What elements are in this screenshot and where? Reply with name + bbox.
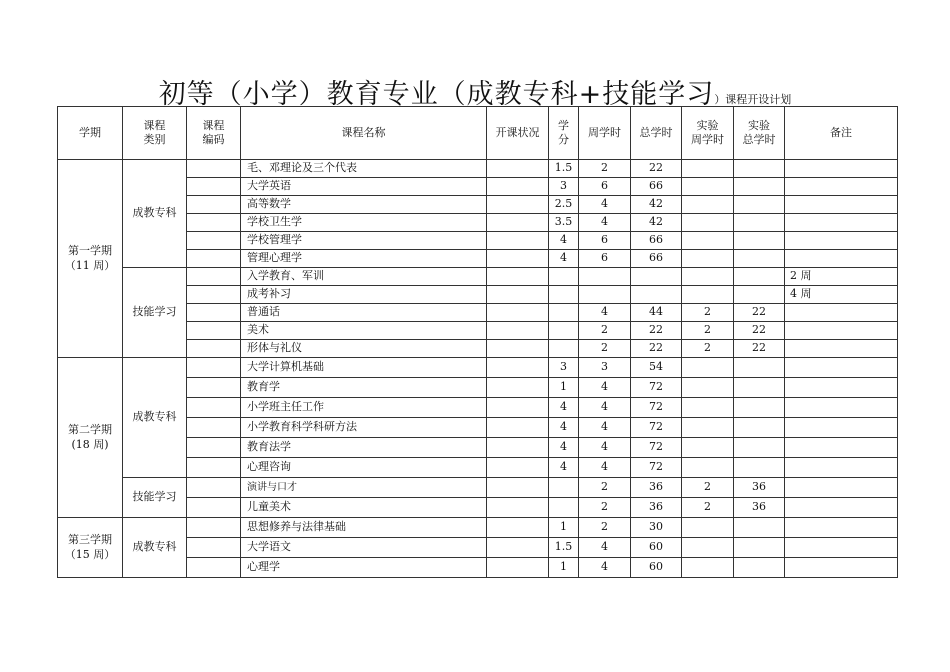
code-cell [187,268,241,286]
credit-cell: 1.5 [549,160,579,178]
lab-total-cell: 36 [734,478,785,498]
status-cell [487,358,549,378]
lab-total-cell [734,250,785,268]
remarks-cell [785,250,898,268]
total-hours-cell: 36 [631,478,682,498]
total-hours-cell: 60 [631,558,682,578]
course-plan-table [57,106,898,578]
code-cell [187,286,241,304]
lab-total-cell [734,268,785,286]
col-header-status: 开课状况 [487,107,549,160]
status-cell [487,214,549,232]
course-name-cell: 教育学 [241,378,487,398]
remarks-cell [785,558,898,578]
title-suffix: ）课程开设计划 [714,93,792,106]
lab-weekly-cell [682,458,734,478]
code-cell [187,304,241,322]
total-hours-cell: 72 [631,398,682,418]
lab-weekly-cell [682,358,734,378]
lab-total-cell [734,558,785,578]
lab-total-cell: 22 [734,304,785,322]
total-hours-cell: 72 [631,458,682,478]
category-cell: 成教专科 [123,160,187,268]
status-cell [487,286,549,304]
remarks-cell [785,498,898,518]
status-cell [487,378,549,398]
remarks-cell [785,232,898,250]
remarks-cell [785,398,898,418]
lab-total-cell [734,518,785,538]
credit-cell: 3 [549,178,579,196]
lab-total-cell [734,458,785,478]
credit-cell: 4 [549,250,579,268]
course-name-cell: 心理学 [241,558,487,578]
total-hours-cell: 54 [631,358,682,378]
status-cell [487,178,549,196]
total-hours-cell: 42 [631,214,682,232]
weekly-hours-cell: 2 [579,478,631,498]
lab-total-cell [734,196,785,214]
course-name-cell: 小学班主任工作 [241,398,487,418]
semester-cell: 第三学期 （15 周） [58,518,123,578]
total-hours-cell: 66 [631,232,682,250]
total-hours-cell: 66 [631,178,682,196]
code-cell [187,438,241,458]
category-cell: 成教专科 [123,358,187,478]
code-cell [187,160,241,178]
lab-weekly-cell [682,160,734,178]
lab-weekly-cell [682,196,734,214]
code-cell [187,214,241,232]
code-cell [187,358,241,378]
total-hours-cell: 44 [631,304,682,322]
col-header-course-name: 课程名称 [241,107,487,160]
lab-weekly-cell: 2 [682,498,734,518]
credit-cell: 1.5 [549,538,579,558]
col-header-remarks: 备注 [785,107,898,160]
course-name-cell: 教育法学 [241,438,487,458]
table-row [58,268,898,286]
col-header-lab-total: 实验 总学时 [734,107,785,160]
table-row [58,358,898,378]
total-hours-cell: 22 [631,322,682,340]
remarks-cell [785,518,898,538]
lab-total-cell [734,214,785,232]
code-cell [187,196,241,214]
total-hours-cell [631,268,682,286]
remarks-cell [785,358,898,378]
remarks-cell [785,378,898,398]
remarks-cell [785,214,898,232]
remarks-cell [785,418,898,438]
status-cell [487,304,549,322]
code-cell [187,418,241,438]
remarks-cell [785,304,898,322]
lab-total-cell [734,538,785,558]
total-hours-cell: 60 [631,538,682,558]
lab-total-cell: 36 [734,498,785,518]
total-hours-cell: 22 [631,340,682,358]
lab-weekly-cell [682,250,734,268]
course-name-cell: 小学教育科学科研方法 [241,418,487,438]
remarks-cell [785,438,898,458]
credit-cell: 1 [549,378,579,398]
course-name-cell: 入学教育、军训 [241,268,487,286]
credit-cell: 4 [549,458,579,478]
lab-weekly-cell [682,438,734,458]
credit-cell: 3 [549,358,579,378]
total-hours-cell: 72 [631,378,682,398]
weekly-hours-cell: 4 [579,538,631,558]
total-hours-cell: 66 [631,250,682,268]
credit-cell: 4 [549,418,579,438]
lab-weekly-cell [682,178,734,196]
status-cell [487,322,549,340]
code-cell [187,558,241,578]
lab-weekly-cell: 2 [682,304,734,322]
lab-weekly-cell [682,214,734,232]
lab-total-cell: 22 [734,340,785,358]
lab-total-cell [734,178,785,196]
col-header-credit: 学 分 [549,107,579,160]
lab-total-cell [734,378,785,398]
lab-total-cell [734,438,785,458]
course-name-cell: 儿童美术 [241,498,487,518]
weekly-hours-cell: 2 [579,498,631,518]
total-hours-cell: 72 [631,438,682,458]
status-cell [487,518,549,538]
code-cell [187,378,241,398]
total-hours-cell: 42 [631,196,682,214]
table-row [58,160,898,178]
semester-cell: 第二学期 (18 周) [58,358,123,518]
credit-cell [549,340,579,358]
category-cell: 技能学习 [123,478,187,518]
remarks-cell [785,178,898,196]
credit-cell [549,322,579,340]
status-cell [487,250,549,268]
weekly-hours-cell: 4 [579,214,631,232]
category-cell: 成教专科 [123,518,187,578]
status-cell [487,478,549,498]
weekly-hours-cell: 6 [579,232,631,250]
col-header-code: 课程 编码 [187,107,241,160]
remarks-cell [785,322,898,340]
code-cell [187,178,241,196]
col-header-lab-weekly: 实验 周学时 [682,107,734,160]
code-cell [187,340,241,358]
weekly-hours-cell: 2 [579,322,631,340]
remarks-cell [785,196,898,214]
status-cell [487,438,549,458]
lab-weekly-cell [682,538,734,558]
weekly-hours-cell [579,286,631,304]
status-cell [487,538,549,558]
credit-cell [549,286,579,304]
total-hours-cell: 72 [631,418,682,438]
col-header-weekly-hours: 周学时 [579,107,631,160]
col-header-total-hours: 总学时 [631,107,682,160]
credit-cell [549,478,579,498]
table-row [58,518,898,538]
weekly-hours-cell: 4 [579,196,631,214]
credit-cell: 2.5 [549,196,579,214]
code-cell [187,518,241,538]
course-name-cell: 普通话 [241,304,487,322]
lab-total-cell [734,160,785,178]
weekly-hours-cell: 2 [579,160,631,178]
weekly-hours-cell: 4 [579,458,631,478]
credit-cell [549,304,579,322]
status-cell [487,268,549,286]
course-name-cell: 毛、邓理论及三个代表 [241,160,487,178]
table-row [58,478,898,498]
credit-cell: 1 [549,518,579,538]
category-cell: 技能学习 [123,268,187,358]
credit-cell [549,268,579,286]
course-name-cell: 形体与礼仪 [241,340,487,358]
code-cell [187,250,241,268]
credit-cell [549,498,579,518]
header-row [58,107,898,160]
course-name-cell: 学校卫生学 [241,214,487,232]
code-cell [187,322,241,340]
lab-total-cell: 22 [734,322,785,340]
credit-cell: 4 [549,398,579,418]
lab-weekly-cell [682,286,734,304]
lab-weekly-cell: 2 [682,478,734,498]
course-name-cell: 大学计算机基础 [241,358,487,378]
code-cell [187,398,241,418]
title-main: 初等（小学）教育专业（成教专科+技能学习 [158,79,715,110]
lab-weekly-cell: 2 [682,322,734,340]
remarks-cell [785,160,898,178]
course-name-cell: 高等数学 [241,196,487,214]
lab-weekly-cell [682,558,734,578]
total-hours-cell: 22 [631,160,682,178]
lab-weekly-cell [682,418,734,438]
course-name-cell: 心理咨询 [241,458,487,478]
weekly-hours-cell: 4 [579,398,631,418]
course-name-cell: 思想修养与法律基础 [241,518,487,538]
weekly-hours-cell: 3 [579,358,631,378]
code-cell [187,478,241,498]
course-name-cell: 管理心理学 [241,250,487,268]
remarks-cell [785,340,898,358]
remarks-cell [785,538,898,558]
lab-weekly-cell: 2 [682,340,734,358]
weekly-hours-cell [579,268,631,286]
total-hours-cell: 30 [631,518,682,538]
weekly-hours-cell: 2 [579,518,631,538]
remarks-cell [785,458,898,478]
course-name-cell: 演讲与口才 [241,478,487,498]
semester-cell: 第一学期 （11 周） [58,160,123,358]
code-cell [187,232,241,250]
status-cell [487,340,549,358]
credit-cell: 3.5 [549,214,579,232]
course-name-cell: 大学语文 [241,538,487,558]
lab-weekly-cell [682,518,734,538]
weekly-hours-cell: 6 [579,178,631,196]
remarks-cell: 4 周 [785,286,898,304]
code-cell [187,498,241,518]
weekly-hours-cell: 2 [579,340,631,358]
lab-total-cell [734,398,785,418]
weekly-hours-cell: 4 [579,418,631,438]
remarks-cell: 2 周 [785,268,898,286]
lab-weekly-cell [682,232,734,250]
weekly-hours-cell: 6 [579,250,631,268]
lab-total-cell [734,418,785,438]
credit-cell: 4 [549,438,579,458]
lab-total-cell [734,358,785,378]
status-cell [487,558,549,578]
course-name-cell: 学校管理学 [241,232,487,250]
course-name-cell: 大学英语 [241,178,487,196]
status-cell [487,232,549,250]
weekly-hours-cell: 4 [579,438,631,458]
weekly-hours-cell: 4 [579,558,631,578]
code-cell [187,458,241,478]
status-cell [487,458,549,478]
weekly-hours-cell: 4 [579,378,631,398]
status-cell [487,196,549,214]
code-cell [187,538,241,558]
status-cell [487,418,549,438]
status-cell [487,160,549,178]
lab-total-cell [734,232,785,250]
lab-total-cell [734,286,785,304]
lab-weekly-cell [682,268,734,286]
col-header-category: 课程 类别 [123,107,187,160]
total-hours-cell [631,286,682,304]
course-name-cell: 成考补习 [241,286,487,304]
course-name-cell: 美术 [241,322,487,340]
remarks-cell [785,478,898,498]
credit-cell: 1 [549,558,579,578]
lab-weekly-cell [682,398,734,418]
col-header-semester: 学期 [58,107,123,160]
status-cell [487,498,549,518]
weekly-hours-cell: 4 [579,304,631,322]
credit-cell: 4 [549,232,579,250]
status-cell [487,398,549,418]
lab-weekly-cell [682,378,734,398]
total-hours-cell: 36 [631,498,682,518]
